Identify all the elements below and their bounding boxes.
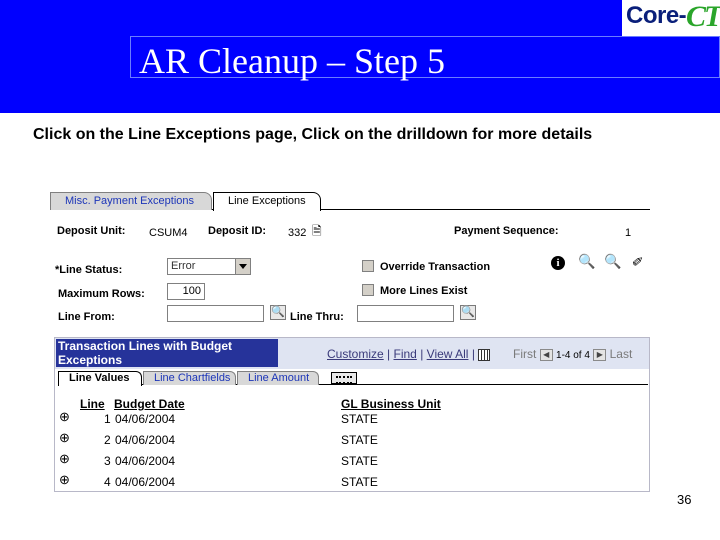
maximum-rows-label: Maximum Rows: bbox=[58, 288, 145, 300]
deposit-unit-value: CSUM4 bbox=[149, 227, 188, 239]
transaction-lines-grid bbox=[54, 337, 650, 492]
drilldown-zoom-icon[interactable]: ⊕ bbox=[59, 451, 70, 466]
more-lines-exist-checkbox bbox=[362, 284, 374, 296]
line-from-label: Line From: bbox=[58, 311, 115, 323]
table-row bbox=[55, 451, 649, 472]
drilldown-zoom-icon[interactable]: ⊕ bbox=[59, 409, 70, 424]
row-line: 4 bbox=[104, 475, 111, 489]
separator: | bbox=[387, 347, 391, 361]
drilldown-zoom-icon[interactable]: ⊕ bbox=[59, 430, 70, 445]
line-status-select[interactable] bbox=[167, 258, 251, 275]
drilldown-zoom-icon[interactable]: ⊕ bbox=[59, 472, 70, 487]
grid-header bbox=[55, 338, 649, 369]
row-budget-date: 04/06/2004 bbox=[115, 433, 176, 447]
grid-navigation bbox=[513, 347, 632, 361]
separator: | bbox=[471, 347, 475, 361]
last-link[interactable]: Last bbox=[609, 347, 633, 361]
payment-sequence-label: Payment Sequence: bbox=[454, 225, 559, 237]
core-ct-logo bbox=[622, 0, 720, 36]
logo-ct-text: CT bbox=[686, 0, 720, 33]
deposit-id-label: Deposit ID: bbox=[208, 225, 267, 237]
logo-core-text: Core- bbox=[626, 2, 687, 29]
row-budget-date: 04/06/2004 bbox=[115, 412, 176, 426]
row-budget-date: 04/06/2004 bbox=[115, 454, 176, 468]
deposit-id-value: 332 bbox=[288, 227, 307, 239]
row-gl-business-unit: STATE bbox=[341, 412, 378, 426]
find-link[interactable]: Find bbox=[393, 347, 417, 361]
line-status-value: Error bbox=[171, 260, 196, 272]
deposit-unit-label: Deposit Unit: bbox=[57, 225, 126, 237]
column-header-budget-date[interactable]: Budget Date bbox=[114, 397, 185, 411]
chevron-down-icon[interactable] bbox=[235, 259, 250, 274]
title-box bbox=[130, 36, 720, 81]
table-row bbox=[55, 472, 649, 493]
show-all-columns-icon[interactable] bbox=[331, 372, 357, 384]
chevron-right-icon[interactable]: ▶ bbox=[593, 349, 606, 361]
row-range: 1-4 of 4 bbox=[556, 350, 590, 361]
pencil-icon[interactable]: ✏ bbox=[628, 251, 648, 271]
line-from-lookup-icon[interactable]: 🔍 bbox=[271, 306, 285, 318]
edit-view-icon[interactable]: 🔍 bbox=[604, 253, 622, 269]
customize-link[interactable]: Customize bbox=[327, 347, 384, 361]
tab-misc-payment-exceptions[interactable]: Misc. Payment Exceptions bbox=[50, 192, 212, 210]
row-gl-business-unit: STATE bbox=[341, 433, 378, 447]
maximum-rows-input[interactable]: 100 bbox=[167, 283, 205, 300]
tab-line-values[interactable]: Line Values bbox=[58, 371, 142, 386]
grid-links bbox=[327, 347, 490, 361]
tab-line-chartfields[interactable]: Line Chartfields bbox=[143, 371, 236, 385]
override-transaction-label: Override Transaction bbox=[380, 261, 491, 273]
first-link[interactable]: First bbox=[513, 347, 537, 361]
line-thru-input[interactable] bbox=[357, 305, 454, 322]
separator: | bbox=[420, 347, 424, 361]
document-icon[interactable]: 🗎 bbox=[312, 224, 322, 238]
line-thru-lookup-icon[interactable]: 🔍 bbox=[461, 306, 475, 318]
table-row bbox=[55, 409, 649, 430]
info-icon[interactable]: i bbox=[551, 256, 565, 270]
chevron-left-icon[interactable]: ◀ bbox=[540, 349, 553, 361]
row-budget-date: 04/06/2004 bbox=[115, 475, 176, 489]
spreadsheet-icon[interactable] bbox=[478, 349, 490, 361]
tab-line-exceptions[interactable]: Line Exceptions bbox=[213, 192, 321, 211]
row-gl-business-unit: STATE bbox=[341, 475, 378, 489]
payment-sequence-value: 1 bbox=[625, 227, 632, 239]
column-header-gl-business-unit[interactable]: GL Business Unit bbox=[341, 397, 441, 411]
tab-line-amount[interactable]: Line Amount bbox=[237, 371, 319, 385]
more-lines-exist-label: More Lines Exist bbox=[380, 285, 468, 297]
row-line: 2 bbox=[104, 433, 111, 447]
line-from-input[interactable] bbox=[167, 305, 264, 322]
page-number: 36 bbox=[677, 492, 692, 507]
row-line: 3 bbox=[104, 454, 111, 468]
table-row bbox=[55, 430, 649, 451]
grid-subtabs bbox=[58, 371, 648, 385]
grid-title: Transaction Lines with Budget Exceptions bbox=[56, 339, 278, 367]
row-gl-business-unit: STATE bbox=[341, 454, 378, 468]
row-line: 1 bbox=[104, 412, 111, 426]
slide-header bbox=[0, 0, 720, 113]
slide-title: AR Cleanup – Step 5 bbox=[139, 41, 445, 81]
view-all-link[interactable]: View All bbox=[426, 347, 469, 361]
instruction-text: Click on the Line Exceptions page, Click on the drilldown for more details bbox=[33, 126, 593, 143]
page-tabs bbox=[50, 192, 650, 210]
column-header-line[interactable]: Line bbox=[80, 397, 105, 411]
line-status-label: *Line Status: bbox=[55, 264, 123, 276]
line-thru-label: Line Thru: bbox=[290, 311, 344, 323]
override-transaction-checkbox[interactable] bbox=[362, 260, 374, 272]
view-icon[interactable]: 🔍 bbox=[578, 253, 596, 269]
